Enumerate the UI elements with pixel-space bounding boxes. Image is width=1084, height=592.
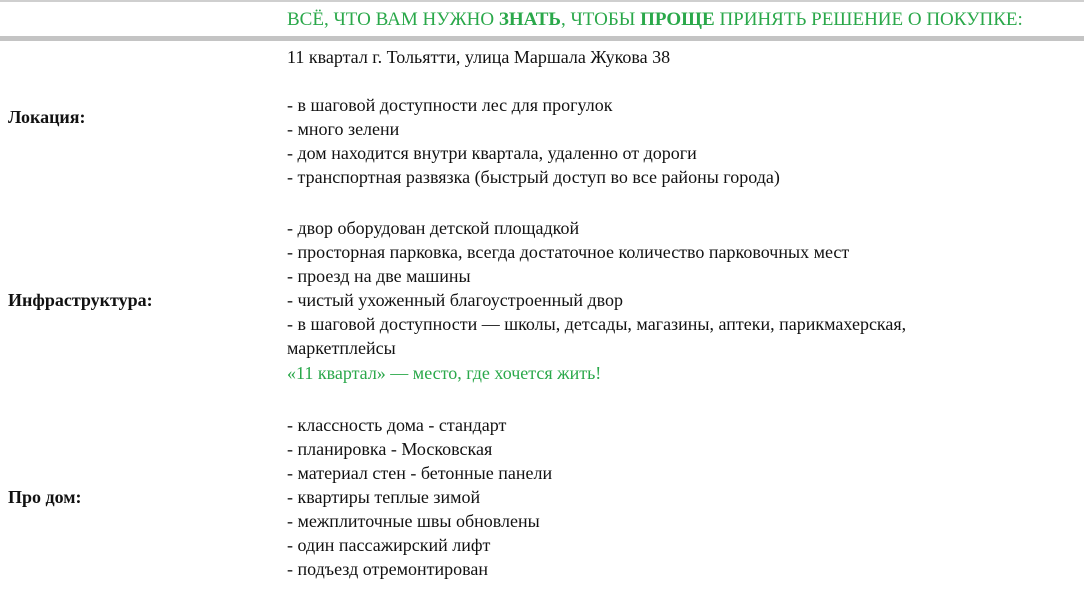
- list-item: - квартиры теплые зимой: [287, 487, 481, 507]
- house-label: Про дом:: [8, 487, 82, 507]
- list-item: - материал стен - бетонные панели: [287, 463, 553, 483]
- list-item: - классность дома - стандарт: [287, 415, 507, 435]
- header-text-3: ПРИНЯТЬ РЕШЕНИЕ О ПОКУПКЕ:: [714, 9, 1023, 30]
- header-bold-easier: ПРОЩЕ: [640, 9, 715, 30]
- list-item: - много зелени: [287, 119, 400, 139]
- list-item: - подъезд отремонтирован: [287, 559, 488, 579]
- list-item: - транспортная развязка (быстрый доступ во все районы города): [287, 167, 780, 187]
- location-list: [287, 93, 987, 189]
- list-item: - двор оборудован детской площадкой: [287, 218, 580, 238]
- header-text-2: , ЧТОБЫ: [560, 9, 641, 30]
- header-bold-know: ЗНАТЬ: [498, 9, 561, 30]
- list-item: - просторная парковка, всегда достаточное количество парковочных мест: [287, 242, 850, 262]
- list-item: - планировка - Московская: [287, 439, 493, 459]
- list-item: - дом находится внутри квартала, удаленно от дороги: [287, 143, 697, 163]
- list-item: - межплиточные швы обновлены: [287, 511, 540, 531]
- slogan: «11 квартал» — место, где хочется жить!: [287, 363, 602, 383]
- list-item: - проезд на две машины: [287, 266, 471, 286]
- infrastructure-label: Инфраструктура:: [8, 290, 153, 310]
- header-divider: [0, 36, 1084, 41]
- infrastructure-list: [287, 216, 987, 360]
- location-label: Локация:: [8, 107, 86, 127]
- list-item: - в шаговой доступности лес для прогулок: [287, 95, 613, 115]
- header-text-1: ВСЁ, ЧТО ВАМ НУЖНО: [287, 9, 499, 30]
- list-item: - в шаговой доступности — школы, детсады, магазины, аптеки, парикмахерская, маркетплейсы: [287, 314, 907, 358]
- page-header: [287, 9, 1077, 31]
- house-list: [287, 413, 987, 581]
- top-border: [0, 0, 1084, 2]
- list-item: - один пассажирский лифт: [287, 535, 491, 555]
- list-item: - чистый ухоженный благоустроенный двор: [287, 290, 624, 310]
- address: 11 квартал г. Тольятти, улица Маршала Жукова 38: [287, 47, 671, 67]
